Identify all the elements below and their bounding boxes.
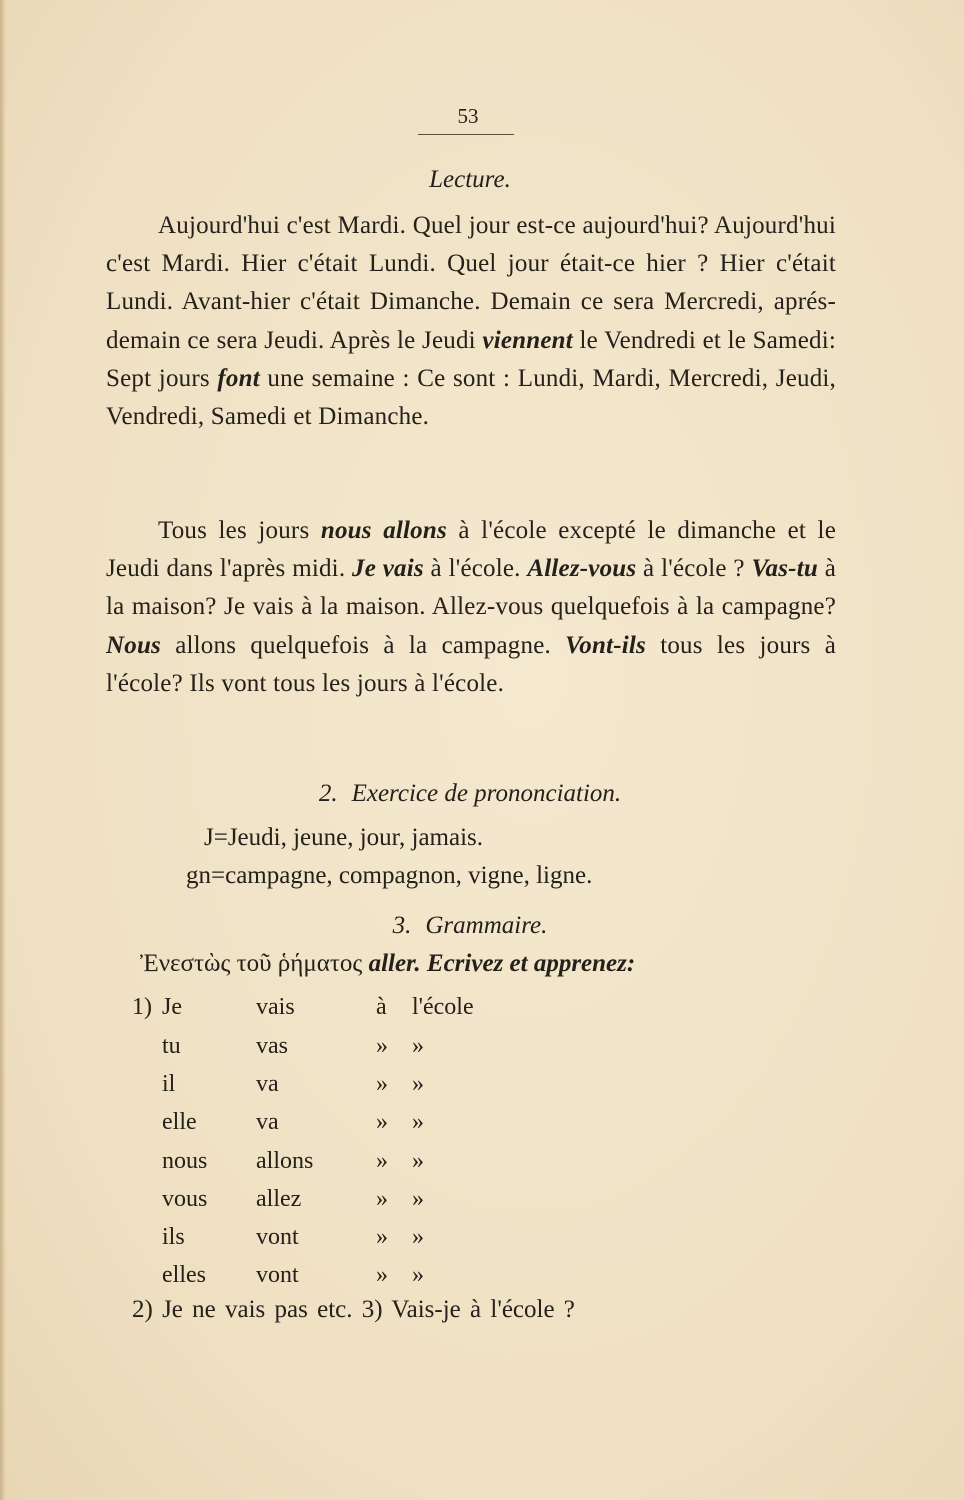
pronoun: nous: [162, 1148, 208, 1174]
text-run: à l'école ?: [636, 555, 752, 583]
pronoun: ils: [162, 1224, 185, 1250]
pronunciation-line-gn: gn=campagne, compagnon, vigne, ligne.: [186, 862, 593, 889]
conjugation-row: [132, 1224, 632, 1262]
object: l'école: [412, 994, 474, 1020]
reading-paragraph-1: [106, 207, 836, 436]
conjugation-row: [132, 994, 632, 1032]
verb-form: va: [256, 1071, 279, 1097]
preposition: »: [376, 1148, 388, 1174]
object: »: [412, 1262, 424, 1288]
object: »: [412, 1071, 424, 1097]
grammar-title: Grammaire.: [425, 912, 548, 939]
emphasized-text: Nous: [106, 631, 161, 659]
object: »: [412, 1033, 424, 1059]
verb-form: allez: [256, 1186, 302, 1212]
emphasized-text: nous allons: [320, 517, 447, 544]
row-number: 1): [132, 994, 152, 1020]
text-run: une semaine : Ce sont : Lundi, Mardi, Mercredi, Jeudi, Vendredi, Samedi et Dimanche.: [106, 364, 836, 431]
pronoun: elle: [162, 1109, 197, 1135]
pronoun: tu: [162, 1033, 181, 1059]
conjugation-row: [132, 1262, 632, 1300]
emphasized-text: Vont-ils: [565, 631, 646, 659]
text-run: le Vendredi et le Samedi: Sept jours: [106, 326, 836, 392]
grammar-number: 3.: [392, 912, 412, 939]
page-number: 53: [457, 104, 479, 128]
grammar-intro-verb: aller: [368, 950, 415, 977]
emphasized-text: viennent: [482, 326, 573, 354]
pronunciation-line-j: J=Jeudi, jeune, jour, jamais.: [204, 824, 484, 851]
verb-form: vais: [256, 994, 295, 1020]
text-run: allons quelquefois à la campagne.: [161, 631, 566, 659]
preposition: »: [376, 1033, 388, 1059]
grammar-intro-instruction: . Ecrivez et apprenez:: [414, 950, 636, 977]
preposition: à: [376, 994, 387, 1020]
preposition: »: [376, 1186, 388, 1212]
reading-paragraph-2: [106, 512, 836, 703]
pronoun: vous: [162, 1186, 208, 1212]
conjugation-row: [132, 1109, 632, 1147]
conjugation-row: [132, 1186, 632, 1224]
grammar-heading: [104, 912, 836, 940]
emphasized-text: Vas-tu: [751, 555, 818, 583]
pronunciation-number: 2.: [318, 780, 338, 807]
object: »: [412, 1224, 424, 1250]
preposition: »: [376, 1262, 388, 1288]
object: »: [412, 1109, 424, 1135]
conjugation-row: [132, 1148, 632, 1186]
pronunciation-heading: [104, 780, 836, 808]
emphasized-text: Allez-vous: [527, 555, 637, 583]
text-run: à la maison? Je vais à la maison. Allez-vous quelquefois à la campagne?: [106, 555, 836, 621]
conjugation-row: [132, 1033, 632, 1071]
preposition: »: [376, 1224, 388, 1250]
verb-form: vont: [256, 1224, 299, 1250]
emphasized-text: Je vais: [352, 555, 424, 583]
grammar-intro-greek: Ἐνεστὼς τοῦ ῥήματος: [140, 950, 369, 977]
text-run: tous les jours à l'école? Ils vont tous les jours à l'école.: [106, 631, 836, 697]
text-run: Tous les jours: [158, 517, 321, 544]
object: »: [412, 1148, 424, 1174]
pronoun: elles: [162, 1262, 206, 1288]
preposition: »: [376, 1071, 388, 1097]
grammar-exercise-line: 2) Je ne vais pas etc. 3) Vais-je à l'école ?: [132, 1296, 575, 1323]
emphasized-text: font: [217, 364, 260, 392]
verb-form: vas: [256, 1033, 288, 1059]
pronoun: Je: [162, 994, 182, 1020]
reading-title: Lecture.: [429, 166, 511, 193]
verb-form: allons: [256, 1148, 314, 1174]
preposition: »: [376, 1109, 388, 1135]
text-run: à l'école excepté le dimanche et le Jeudi dans l'après midi.: [106, 517, 836, 583]
verb-form: va: [256, 1109, 279, 1135]
pronunciation-title: Exercice de prononciation.: [351, 780, 622, 807]
text-run: à l'école.: [423, 555, 528, 583]
conjugation-row: [132, 1071, 632, 1109]
page-number-rule: [418, 134, 514, 135]
page-edge: [0, 0, 6, 1500]
object: »: [412, 1186, 424, 1212]
verb-form: vont: [256, 1262, 299, 1288]
pronoun: il: [162, 1071, 176, 1097]
grammar-intro: [140, 950, 840, 978]
text-run: Aujourd'hui c'est Mardi. Quel jour est-ce aujourd'hui? Aujourd'hui c'est Mardi. Hier c'était Lundi. Quel jour était-ce hier ? Hier c'était Lundi. Avant-hier c'était Dimanche. Demain ce sera Mercredi, aprés-demain ce sera Jeudi. Après le Jeudi: [106, 212, 836, 354]
